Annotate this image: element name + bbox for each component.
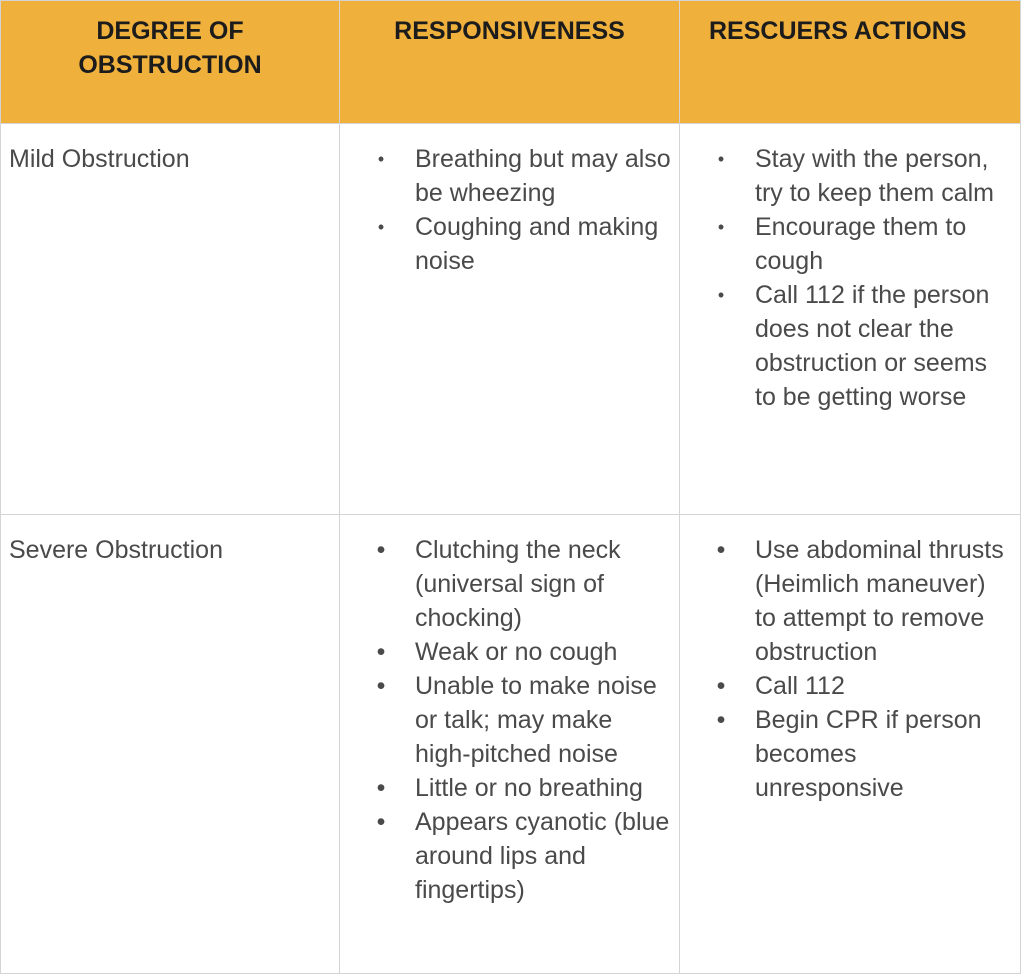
list-item bbox=[340, 210, 679, 278]
list-item-text: Begin CPR if person becomes unresponsive bbox=[755, 706, 982, 802]
list-item bbox=[340, 805, 679, 907]
bullet-icon: • bbox=[717, 285, 725, 305]
degree-cell-mild: Mild Obstruction bbox=[1, 124, 340, 515]
responsiveness-list-severe bbox=[340, 515, 679, 907]
list-item bbox=[680, 278, 1020, 414]
table-row-mild bbox=[1, 124, 1021, 515]
bullet-icon: • bbox=[376, 536, 386, 564]
actions-cell-mild bbox=[680, 124, 1021, 515]
bullet-icon: • bbox=[376, 638, 386, 666]
list-item-text: Call 112 if the person does not clear the obstruction or seems to be getting worse bbox=[755, 281, 990, 411]
list-item-text: Call 112 bbox=[755, 672, 845, 700]
bullet-icon: • bbox=[717, 217, 725, 237]
list-item-text: Little or no breathing bbox=[415, 774, 643, 802]
list-item bbox=[680, 669, 1020, 703]
bullet-icon: • bbox=[717, 149, 725, 169]
list-item bbox=[340, 533, 679, 635]
responsiveness-cell-mild bbox=[340, 124, 680, 515]
bullet-icon: • bbox=[716, 536, 726, 564]
bullet-icon: • bbox=[376, 672, 386, 700]
actions-cell-severe bbox=[680, 515, 1021, 974]
header-responsiveness: RESPONSIVENESS bbox=[340, 1, 680, 124]
bullet-icon: • bbox=[377, 149, 385, 169]
list-item-text: Breathing but may also be wheezing bbox=[415, 145, 671, 207]
list-item bbox=[680, 210, 1020, 278]
header-rescuers-actions: RESCUERS ACTIONS bbox=[680, 1, 1021, 124]
list-item-text: Use abdominal thrusts (Heimlich maneuver) to attempt to remove obstruction bbox=[755, 536, 1004, 666]
table-row-severe bbox=[1, 515, 1021, 974]
actions-list-mild bbox=[680, 124, 1020, 414]
bullet-icon: • bbox=[377, 217, 385, 237]
bullet-icon: • bbox=[716, 672, 726, 700]
bullet-icon: • bbox=[716, 706, 726, 734]
list-item bbox=[680, 533, 1020, 669]
list-item bbox=[680, 142, 1020, 210]
responsiveness-cell-severe bbox=[340, 515, 680, 974]
list-item-text: Clutching the neck (universal sign of chocking) bbox=[415, 536, 621, 632]
list-item bbox=[680, 703, 1020, 805]
bullet-icon: • bbox=[376, 808, 386, 836]
bullet-icon: • bbox=[376, 774, 386, 802]
list-item bbox=[340, 669, 679, 771]
list-item-text: Appears cyanotic (blue around lips and fingertips) bbox=[415, 808, 670, 904]
list-item bbox=[340, 771, 679, 805]
list-item-text: Weak or no cough bbox=[415, 638, 618, 666]
list-item-text: Encourage them to cough bbox=[755, 213, 967, 275]
header-degree-of-obstruction bbox=[1, 1, 340, 124]
list-item-text: Stay with the person, try to keep them calm bbox=[755, 145, 994, 207]
list-item bbox=[340, 635, 679, 669]
degree-cell-severe: Severe Obstruction bbox=[1, 515, 340, 974]
header-row bbox=[1, 1, 1021, 124]
header-degree-line1: DEGREE OF bbox=[96, 17, 244, 45]
actions-list-severe bbox=[680, 515, 1020, 805]
responsiveness-list-mild bbox=[340, 124, 679, 278]
list-item-text: Coughing and making noise bbox=[415, 213, 659, 275]
header-degree-line2: OBSTRUCTION bbox=[78, 51, 262, 79]
list-item-text: Unable to make noise or talk; may make high-pitched noise bbox=[415, 672, 657, 768]
list-item bbox=[340, 142, 679, 210]
